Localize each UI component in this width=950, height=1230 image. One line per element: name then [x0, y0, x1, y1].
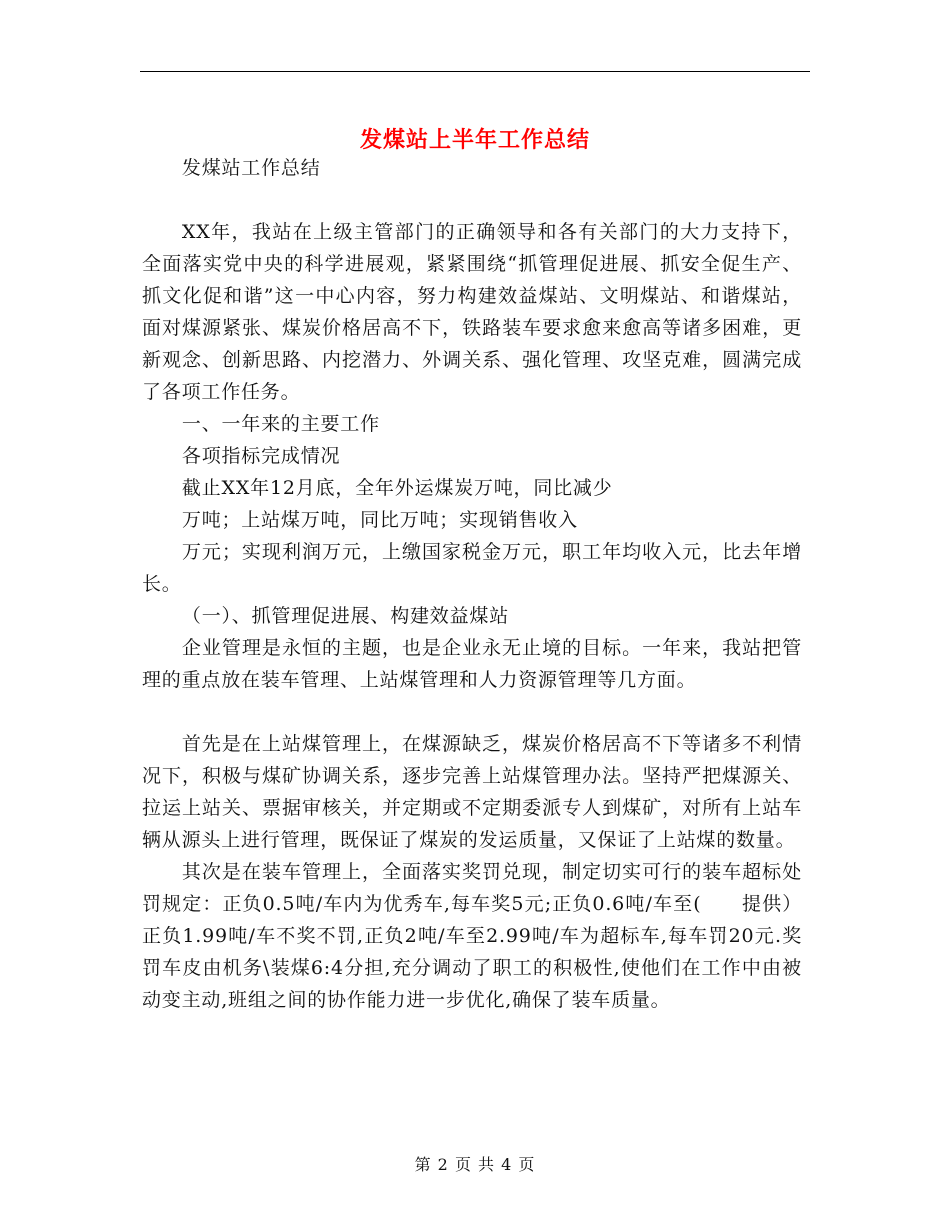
- document-title: 发煤站上半年工作总结: [359, 126, 590, 153]
- indicator-line-1: 截止XX年12月底，全年外运煤炭万吨，同比减少: [181, 477, 613, 499]
- subtitle-paragraph: 发煤站工作总结: [181, 157, 321, 179]
- section-heading-main-work: 一、一年来的主要工作: [181, 413, 380, 435]
- document-body: [142, 152, 802, 1016]
- page-footer: 第 2 页 共 4 页: [414, 1155, 536, 1174]
- indicator-line-3: 万元；实现利润万元，上缴国家税金万元，职工年均收入元，比去年增长。: [142, 541, 802, 595]
- section-heading-management: （一）、抓管理促进展、构建效益煤站: [181, 605, 509, 627]
- intro-paragraph: XX年，我站在上级主管部门的正确领导和各有关部门的大力支持下，全面落实党中央的科学进展观，紧紧围绕“抓管理促进展、抓安全促生产、抓文化促和谐”这一中心内容，努力构建效益煤站、文明煤站、和谐煤站，面对煤源紧张、煤炭价格居高不下，铁路装车要求愈来愈高等诸多困难，更新观念、创新思路、内挖潜力、外调关系、强化管理、攻坚克难，圆满完成了各项工作任务。: [142, 221, 802, 403]
- subheading-indicators: 各项指标完成情况: [181, 445, 341, 467]
- indicator-line-2: 万吨；上站煤万吨，同比万吨；实现销售收入: [181, 509, 578, 531]
- loading-management-paragraph: 其次是在装车管理上，全面落实奖罚兑现，制定切实可行的装车超标处罚规定：正负0.5吨/车内为优秀车,每车奖5元;正负0.6吨/车至( 提供）正负1.99吨/车不奖不罚,正负2吨/车至2.99吨/车为超标车,每车罚20元.奖罚车皮由机务\装煤6:4分担,充分调动了职工的积极性,使他们在工作中由被动变主动,班组之间的协作能力进一步优化,确保了装车质量。: [142, 861, 802, 1011]
- header-rule: [140, 71, 810, 72]
- management-paragraph: 企业管理是永恒的主题，也是企业永无止境的目标。一年来，我站把管理的重点放在装车管理、上站煤管理和人力资源管理等几方面。: [142, 637, 802, 691]
- coal-management-paragraph: 首先是在上站煤管理上，在煤源缺乏，煤炭价格居高不下等诸多不利情况下，积极与煤矿协调关系，逐步完善上站煤管理办法。坚持严把煤源关、拉运上站关、票据审核关，并定期或不定期委派专人到煤矿，对所有上站车辆从源头上进行管理，既保证了煤炭的发运质量，又保证了上站煤的数量。: [142, 733, 802, 851]
